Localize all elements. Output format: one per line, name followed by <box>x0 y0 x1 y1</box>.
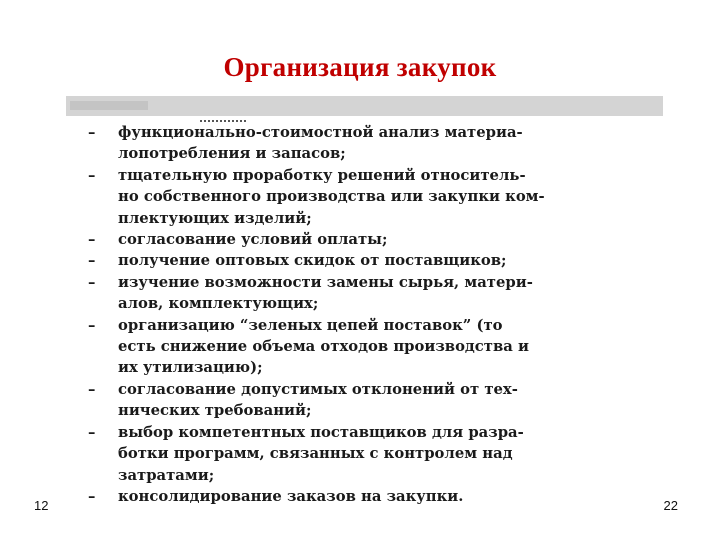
list-item <box>88 250 608 271</box>
slide-title: Организация закупок <box>223 52 497 82</box>
list-item-line: их утилизацию); <box>118 359 263 377</box>
list-item-text <box>118 229 387 250</box>
list-item-line: ботки программ, связанных с контролем над <box>118 445 513 463</box>
bullet-dash: – <box>88 487 96 505</box>
bullet-dash: – <box>88 252 96 270</box>
list-item <box>88 315 608 379</box>
list-item-line: организацию “зеленых цепей поставок” (то <box>118 316 503 334</box>
list-item-text <box>118 486 463 507</box>
list-item <box>88 122 608 165</box>
slide-number-left: 12 <box>34 498 49 513</box>
bullet-dash: – <box>88 166 96 184</box>
list-item-text <box>118 272 533 315</box>
list-item-line: алов, комплектующих; <box>118 295 319 313</box>
bullet-dash: – <box>88 316 96 334</box>
list-item-line: получение оптовых скидок от поставщиков; <box>118 252 507 270</box>
bullet-list-image <box>88 122 608 507</box>
list-item-line: лопотребления и запасов; <box>118 145 346 163</box>
list-item-line: изучение возможности замены сырья, матери- <box>118 273 533 291</box>
list-item-line: консолидирование заказов на закупки. <box>118 487 464 505</box>
bullet-dash: – <box>88 380 96 398</box>
list-item-line: нических требований; <box>118 402 312 420</box>
list-item-text <box>118 315 529 379</box>
list-item-text <box>118 122 523 165</box>
list-item-line: затратами; <box>118 466 215 484</box>
list-item-line: выбор компетентных поставщиков для разра- <box>118 423 524 441</box>
slide-number-right: 22 <box>663 498 678 513</box>
list-item <box>88 272 608 315</box>
bullet-list <box>88 122 608 507</box>
list-item-line: но собственного производства или закупки ком- <box>118 188 545 206</box>
bullet-dash: – <box>88 273 96 291</box>
header-bar-tab <box>70 101 148 110</box>
list-item-text <box>118 422 524 486</box>
list-item-line: функционально-стоимостной анализ материа- <box>118 124 523 141</box>
list-item-text <box>118 250 507 271</box>
list-item-text <box>118 165 545 229</box>
list-item <box>88 229 608 250</box>
list-item <box>88 486 608 507</box>
list-item <box>88 379 608 422</box>
header-bar <box>66 96 663 116</box>
bullet-dash: – <box>88 423 96 441</box>
list-item <box>88 422 608 486</box>
list-item <box>88 165 608 229</box>
list-item-line: согласование допустимых отклонений от тех- <box>118 380 518 398</box>
list-item-line: плектующих изделий; <box>118 209 312 227</box>
list-item-line: согласование условий оплаты; <box>118 231 388 249</box>
list-item-line: есть снижение объема отходов производства и <box>118 338 529 356</box>
list-item-text <box>118 379 518 422</box>
bullet-dash: – <box>88 231 96 249</box>
bullet-dash: – <box>88 124 96 141</box>
list-item-line: тщательную проработку решений относитель- <box>118 166 526 184</box>
